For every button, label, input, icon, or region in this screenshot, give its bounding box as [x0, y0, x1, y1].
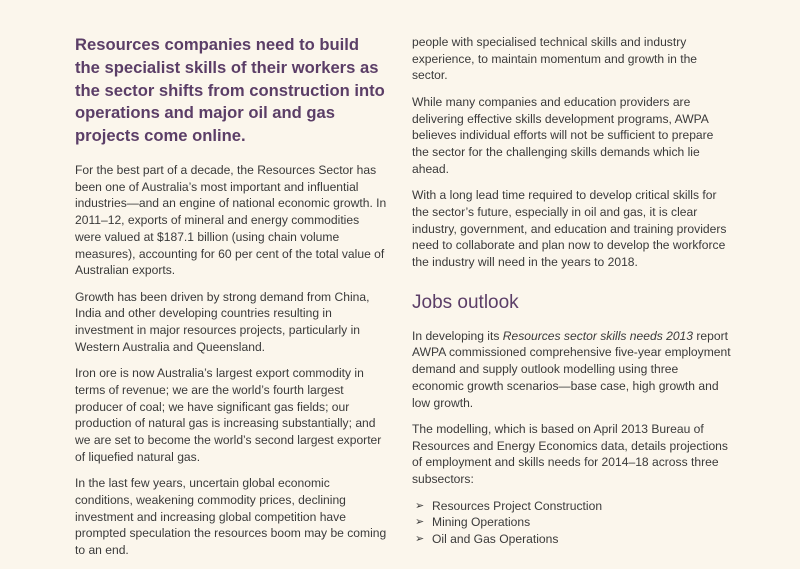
outlook-paragraph-1: [412, 328, 732, 412]
right-column: [412, 34, 732, 548]
subsector-list: [412, 498, 732, 548]
body-paragraph-1: For the best part of a decade, the Resources Sector has been one of Australia’s most important and influential industries—and an engine of national economic growth. In 2011–12, exports of mineral and energy commodities were valued at $187.1 billion (using chain volume measures), accounting for 60 per cent of the total value of Australian exports.: [75, 162, 387, 278]
list-item: ➢ Mining Operations: [415, 515, 531, 530]
list-item: ➢ Oil and Gas Operations: [415, 532, 559, 547]
outlook-paragraph-2: The modelling, which is based on April 2013 Bureau of Resources and Energy Economics data, details projections of employment and skills needs for 2014–18 across three subsectors:: [412, 422, 728, 487]
arrow-bullet-icon: ➢: [415, 499, 425, 512]
body-paragraph-6: While many companies and education providers are delivering effective skills development programs, AWPA believes individual efforts will not be sufficient to prepare the sector for the challenging skills demands which lie ahead.: [412, 94, 714, 176]
body-paragraph-5: people with specialised technical skills and industry experience, to maintain momentum and growth in the sector.: [412, 35, 698, 83]
jobs-outlook-heading: Jobs outlook: [412, 291, 519, 313]
arrow-bullet-icon: ➢: [415, 516, 425, 529]
list-item: ➢ Resources Project Construction: [415, 498, 603, 513]
body-paragraph-3: Iron ore is now Australia’s largest export commodity in terms of revenue; we are the world’s fourth largest producer of coal; we have significant gas fields; our production of natural gas is increasing substantially; and we are set to become the world’s second largest exporter of liquefied natural gas.: [75, 366, 382, 464]
outlook-p1-before: In developing its: [412, 328, 503, 343]
left-column: [75, 34, 387, 569]
body-paragraph-4: In the last few years, uncertain global economic conditions, weakening commodity prices, declining investment and increasing global competition have prompted speculation the resources boom may be coming to an end.: [75, 476, 387, 558]
outlook-p1-after: report AWPA commissioned comprehensive five-year employment demand and supply outlook modelling using three economic growth scenarios—base case, high growth and low growth.: [412, 328, 731, 410]
report-title: Resources sector skills needs 2013: [502, 328, 694, 343]
lead-paragraph: Resources companies need to build the specialist skills of their workers as the sector shifts from construction into operations and major oil and gas projects come online.: [75, 35, 385, 146]
arrow-bullet-icon: ➢: [415, 533, 425, 546]
body-paragraph-7: With a long lead time required to develop critical skills for the sector’s future, especially in oil and gas, it is clear industry, government, and education and training providers need to collaborate and plan now to develop the workforce the industry will need in the years to 2018.: [412, 188, 727, 270]
body-paragraph-2: Growth has been driven by strong demand from China, India and other developing countries resulting in investment in major resources projects, particularly in Western Australia and Queensland.: [75, 289, 370, 354]
